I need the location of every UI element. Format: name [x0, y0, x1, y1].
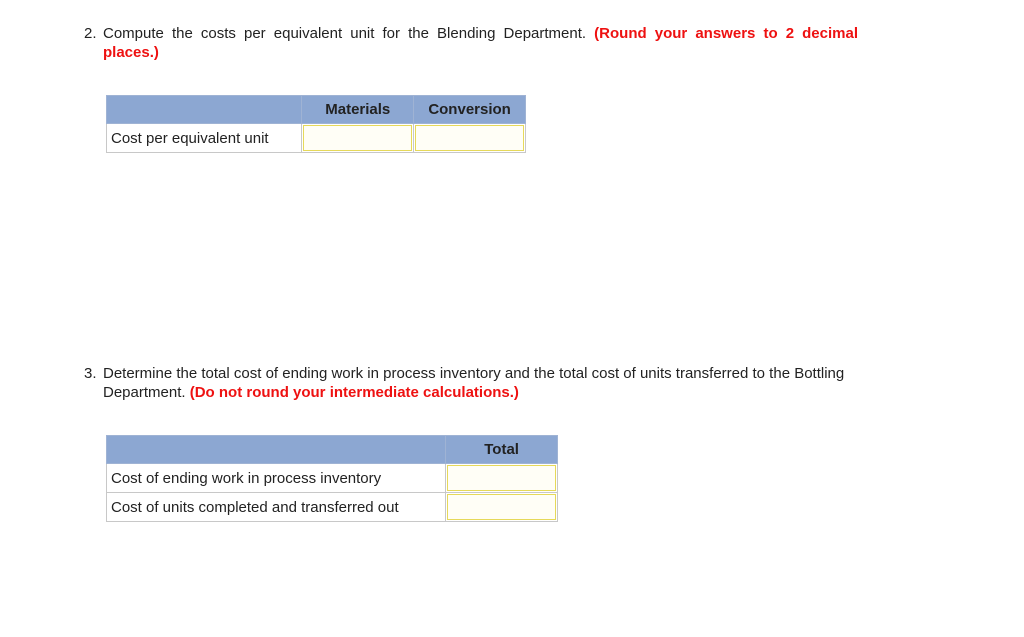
question-2-instruction: (Round your answers to 2 decimal places.) — [103, 25, 859, 61]
table-row — [107, 124, 526, 153]
conversion-cell — [414, 124, 526, 153]
row-label-cost-per-equivalent-unit: Cost per equivalent unit — [107, 124, 302, 153]
question-2-text — [103, 24, 858, 62]
header-conversion: Conversion — [414, 96, 526, 124]
header-blank — [107, 436, 446, 464]
transferred-out-cell — [446, 493, 558, 522]
question-3 — [84, 364, 858, 402]
question-2 — [84, 24, 858, 62]
question-3-number: 3. — [84, 365, 97, 382]
materials-answer-input[interactable] — [303, 125, 412, 151]
table-row — [107, 464, 558, 493]
header-blank — [107, 96, 302, 124]
materials-cell — [302, 124, 414, 153]
question-2-prompt: Compute the costs per equivalent unit for the Blending Department. — [103, 25, 587, 42]
row-label-ending-wip: Cost of ending work in process inventory — [107, 464, 446, 493]
question-3-prompt: Determine the total cost of ending work in process inventory and the total cost of units transferred to the Bottling Department. — [103, 365, 845, 401]
row-label-transferred-out: Cost of units completed and transferred out — [107, 493, 446, 522]
question-3-text — [103, 364, 858, 402]
cost-per-equivalent-unit-table — [106, 95, 526, 153]
header-materials: Materials — [302, 96, 414, 124]
transferred-out-total-input[interactable] — [447, 494, 556, 520]
question-3-instruction: (Do not round your intermediate calculations.) — [189, 384, 519, 401]
table-header-row — [107, 436, 558, 464]
table-row — [107, 493, 558, 522]
ending-wip-cell — [446, 464, 558, 493]
table-header-row — [107, 96, 526, 124]
conversion-answer-input[interactable] — [415, 125, 524, 151]
header-total: Total — [446, 436, 558, 464]
total-cost-table — [106, 435, 558, 522]
ending-wip-total-input[interactable] — [447, 465, 556, 491]
question-2-number: 2. — [84, 25, 97, 42]
